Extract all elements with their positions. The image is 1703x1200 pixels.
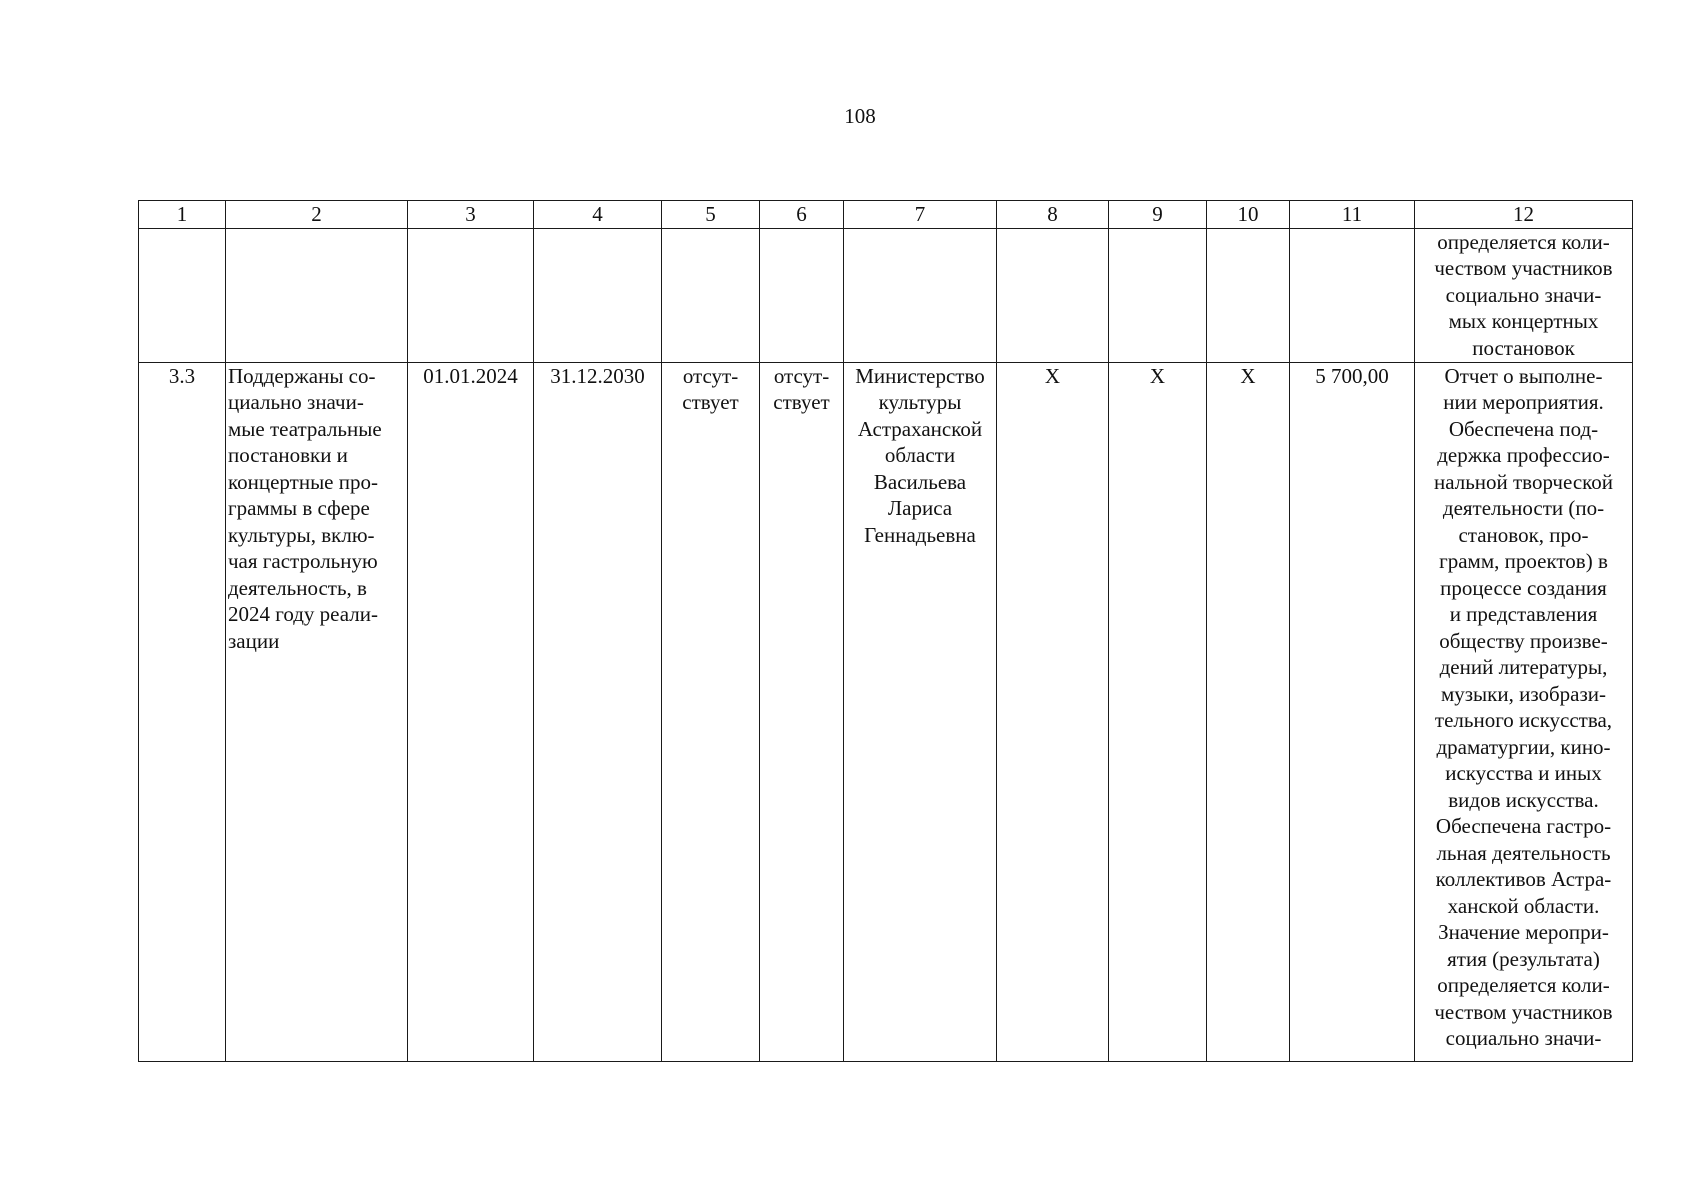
column-number-cell: 4 (534, 201, 662, 229)
column-8-cell: X (997, 362, 1109, 1061)
empty-cell (760, 228, 844, 362)
table-row (139, 362, 1633, 1061)
column-5-cell: отсут- ствует (662, 362, 760, 1061)
row-number-cell: 3.3 (139, 362, 226, 1061)
column-number-cell: 12 (1415, 201, 1633, 229)
result-name-cell: Поддержаны со- циально значи- мые театральные постановки и концертные про- граммы в сфере культуры, вклю- чая гастрольную деятельность, в 2024 году реали- зации (226, 362, 408, 1061)
amount-cell: 5 700,00 (1290, 362, 1415, 1061)
column-number-cell: 5 (662, 201, 760, 229)
column-number-cell: 6 (760, 201, 844, 229)
empty-cell (662, 228, 760, 362)
column-10-cell: X (1207, 362, 1290, 1061)
responsible-cell: Министерство культуры Астраханской области Васильева Лариса Геннадьевна (844, 362, 997, 1061)
column-6-cell: отсут- ствует (760, 362, 844, 1061)
empty-cell (1207, 228, 1290, 362)
empty-cell (844, 228, 997, 362)
continued-row (139, 228, 1633, 362)
column-number-cell: 10 (1207, 201, 1290, 229)
column-number-cell: 1 (139, 201, 226, 229)
continued-description-cell: определяется коли- чеством участников социально значи- мых концертных постановок (1415, 228, 1633, 362)
column-number-cell: 3 (408, 201, 534, 229)
empty-cell (226, 228, 408, 362)
column-number-cell: 8 (997, 201, 1109, 229)
column-number-cell: 9 (1109, 201, 1207, 229)
empty-cell (534, 228, 662, 362)
empty-cell (408, 228, 534, 362)
column-9-cell: X (1109, 362, 1207, 1061)
page-number: 108 (844, 104, 876, 128)
column-number-row (139, 201, 1633, 229)
empty-cell (1109, 228, 1207, 362)
end-date-cell: 31.12.2030 (534, 362, 662, 1061)
empty-cell (139, 228, 226, 362)
empty-cell (997, 228, 1109, 362)
start-date-cell: 01.01.2024 (408, 362, 534, 1061)
description-cell: Отчет о выполне- нии мероприятия. Обеспечена под- держка профессио- нальной творческой деятельности (по- становок, про- грамм, проектов) в процессе создания и представления обществу произве- дений литературы, музыки, изобрази- тельного искусства, драматургии, кино- искусства и иных видов искусства. Обеспечена гастро- льная деятельность коллективов Астра- ханской области. Значение меропри- ятия (результата) определяется коли- чеством участников социально значи- (1415, 362, 1633, 1061)
column-number-cell: 7 (844, 201, 997, 229)
column-number-cell: 11 (1290, 201, 1415, 229)
empty-cell (1290, 228, 1415, 362)
data-table (138, 200, 1633, 1062)
column-number-cell: 2 (226, 201, 408, 229)
